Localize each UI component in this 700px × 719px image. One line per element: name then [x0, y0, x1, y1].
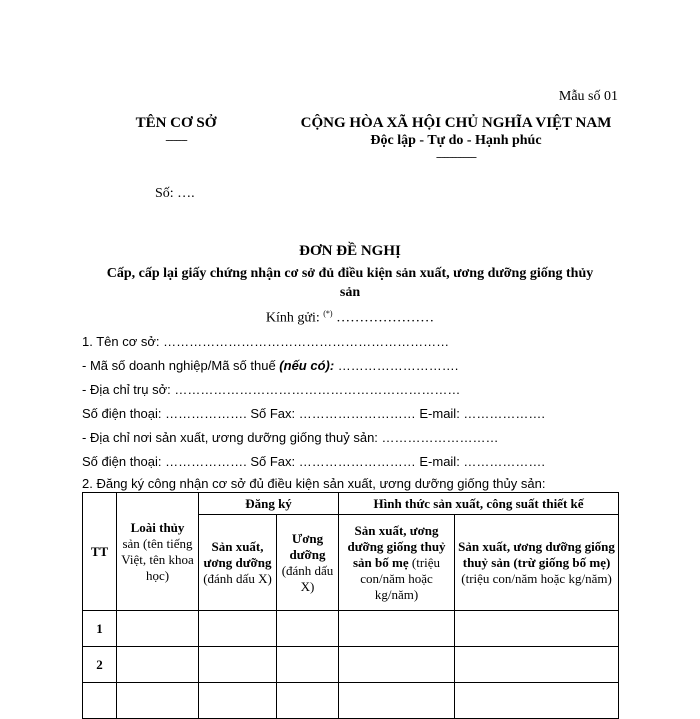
table-cell	[199, 611, 277, 647]
field-contact-1: Số điện thoại: ………………. Số Fax: ……………………… E-mail: ……………….	[82, 406, 546, 421]
document-subtitle-line1: Cấp, cấp lại giấy chứng nhận cơ sở đủ điều kiện sản xuất, ương dưỡng giống thủy	[106, 266, 594, 281]
table-cell	[455, 683, 619, 719]
header-species-note: sản (tên tiếng Việt, tên khoa học)	[121, 535, 194, 583]
table-row	[83, 683, 619, 719]
table-row	[83, 611, 619, 647]
header-seed-title: Sản xuất, ương dưỡng giống thuỷ sản (trừ giống bố mẹ)	[458, 538, 615, 570]
document-subtitle-line2: sản	[339, 285, 361, 300]
field-production-address: - Địa chỉ nơi sản xuất, ương dưỡng giống thuỷ sản: ………………………	[82, 430, 499, 445]
header-seed	[455, 515, 619, 611]
header-register-group: Đăng ký	[199, 493, 339, 515]
header-species-title: Loài thủy	[130, 519, 185, 535]
header-nursery-note: (đánh dấu X)	[281, 562, 334, 594]
header-production-note: (đánh dấu X)	[203, 570, 272, 586]
table-cell	[455, 611, 619, 647]
table-cell	[117, 647, 199, 683]
table-cell	[455, 647, 619, 683]
header-broodstock	[339, 515, 455, 611]
field-org-name: 1. Tên cơ sở: …………………………………………………………	[82, 334, 450, 349]
form-number: Mẫu số 01	[558, 89, 618, 104]
header-production	[199, 515, 277, 611]
recipient-footnote-mark: (*)	[323, 309, 333, 318]
row-number: 2	[83, 647, 117, 683]
document-title: ĐƠN ĐỀ NGHỊ	[299, 243, 401, 259]
table-cell	[277, 611, 339, 647]
row-number	[83, 683, 117, 719]
header-broodstock-note: (triệu con/năm hoặc kg/năm)	[360, 554, 441, 602]
tax-code-optional: (nếu có):	[279, 358, 335, 373]
header-broodstock-title: Sản xuất, ương dưỡng giống thuỷ sản bố mẹ	[347, 522, 446, 570]
recipient-label: Kính gửi:	[265, 310, 324, 326]
header-tt: TT	[83, 493, 117, 611]
section-2-heading: 2. Đăng ký công nhận cơ sở đủ điều kiện sản xuất, ương dưỡng giống thủy sản:	[82, 476, 546, 491]
header-production-title: Sản xuất, ương dưỡng	[203, 538, 272, 570]
org-underline: --------	[165, 134, 187, 146]
table-cell	[339, 611, 455, 647]
field-tax-code	[82, 358, 458, 373]
table-cell	[277, 647, 339, 683]
recipient-value: …………………	[332, 310, 435, 326]
row-number: 1	[83, 611, 117, 647]
table-row	[83, 647, 619, 683]
table-cell	[277, 683, 339, 719]
national-motto: Độc lập - Tự do - Hạnh phúc	[370, 133, 542, 148]
table-cell	[339, 683, 455, 719]
field-contact-2: Số điện thoại: ………………. Số Fax: ……………………… E-mail: ……………….	[82, 454, 546, 469]
header-species	[117, 493, 199, 611]
motto-underline: ---------------	[436, 151, 476, 163]
registration-table	[82, 492, 619, 719]
header-form-group: Hình thức sản xuất, công suất thiết kế	[339, 493, 619, 515]
tax-code-dots: ……………………….	[334, 358, 459, 373]
national-title: CỘNG HÒA XÃ HỘI CHỦ NGHĨA VIỆT NAM	[300, 115, 612, 131]
table-cell	[199, 647, 277, 683]
org-name: TÊN CƠ SỞ	[135, 115, 217, 131]
recipient-line	[0, 309, 700, 327]
tax-code-label: - Mã số doanh nghiệp/Mã số thuế	[82, 358, 280, 373]
table-cell	[117, 683, 199, 719]
table-cell	[339, 647, 455, 683]
header-nursery-title: Ương dưỡng	[289, 530, 326, 562]
table-cell	[117, 611, 199, 647]
field-address: - Địa chỉ trụ sở: …………………………………………………………	[82, 382, 461, 397]
document-number: Số: ….	[155, 186, 195, 201]
header-seed-note: (triệu con/năm hoặc kg/năm)	[461, 570, 612, 586]
table-cell	[199, 683, 277, 719]
header-nursery	[277, 515, 339, 611]
